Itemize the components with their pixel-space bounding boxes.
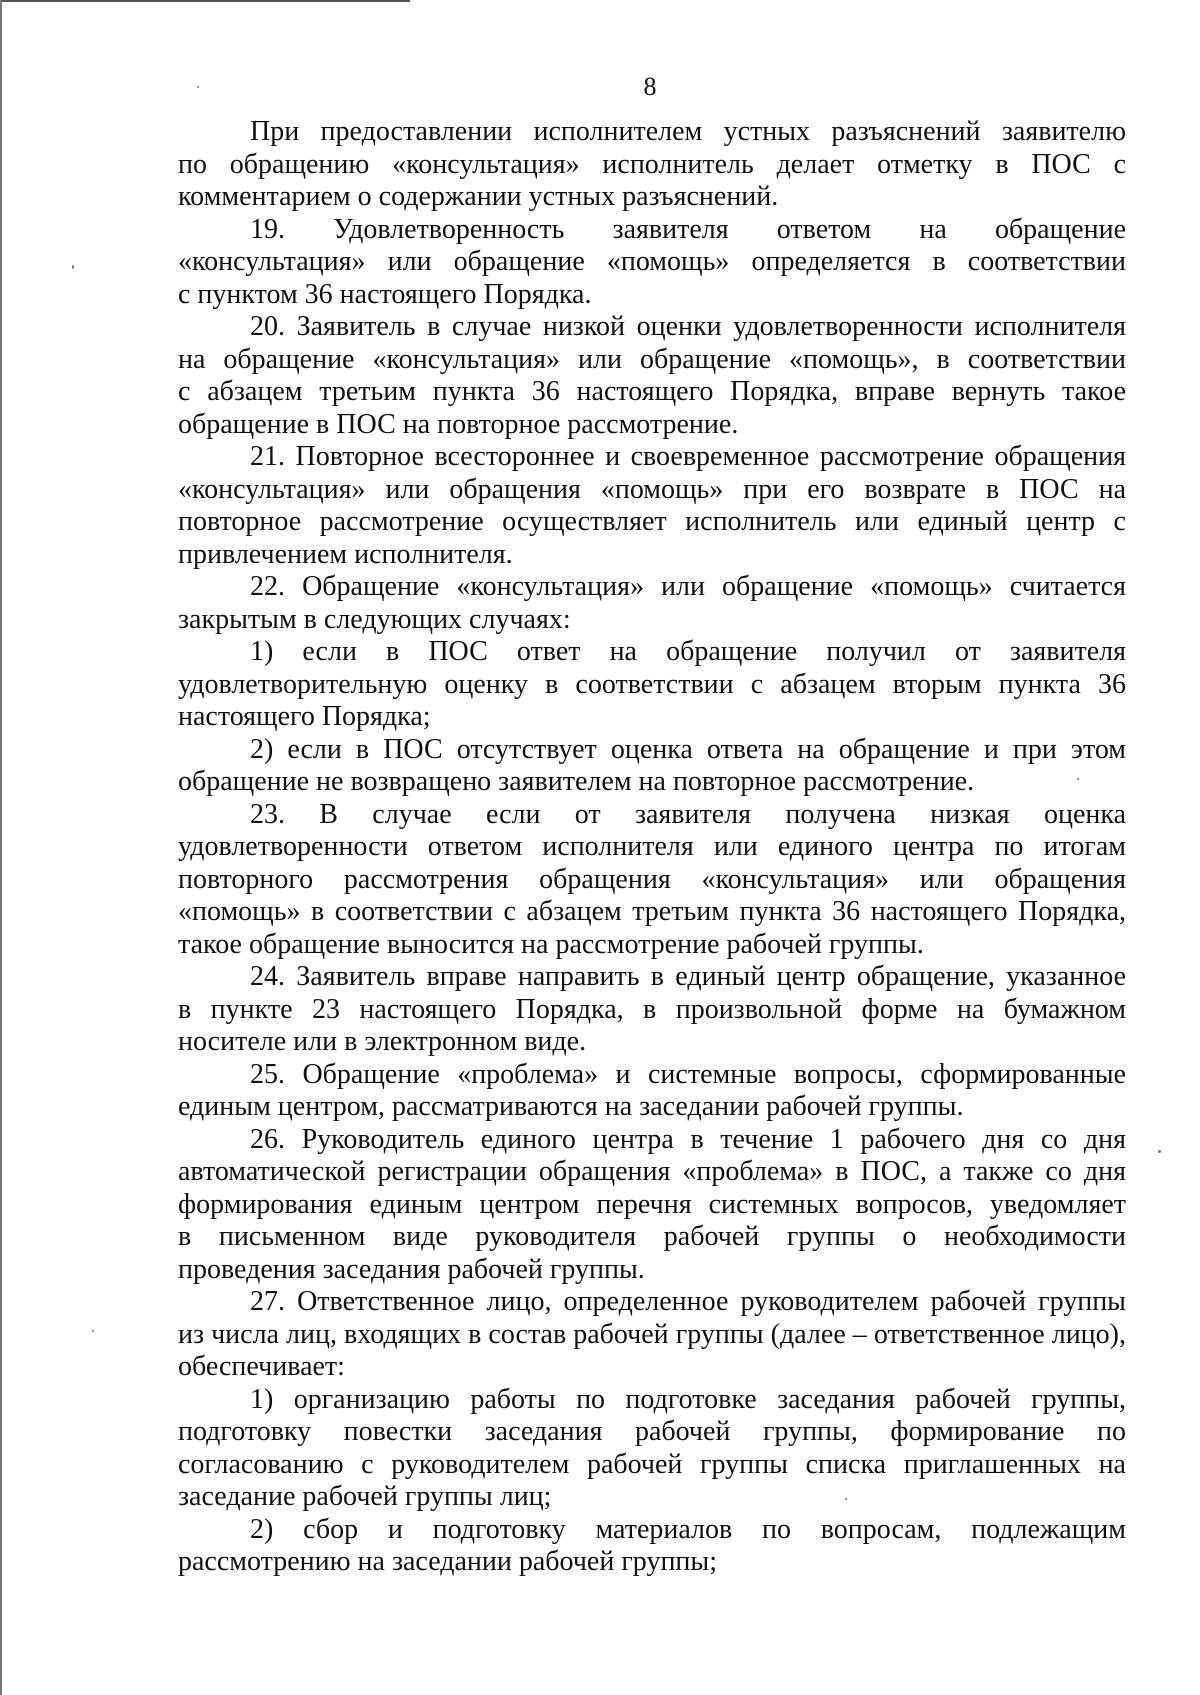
- text-line: повторного рассмотрения обращения «консультация» или обращения: [178, 863, 1126, 895]
- paragraph: [178, 441, 1126, 571]
- text-line: 20. Заявитель в случае низкой оценки удовлетворенности исполнителя: [250, 311, 1126, 342]
- paragraph: [178, 214, 1126, 312]
- text-line: по обращению «консультация» исполнитель делает отметку в ПОС с: [178, 148, 1126, 180]
- text-line: проведения заседания рабочей группы.: [178, 1253, 645, 1285]
- scan-speck: [1077, 778, 1079, 780]
- text-line: из числа лиц, входящих в состав рабочей группы (далее – ответственное лицо),: [178, 1318, 1126, 1350]
- document-body: [178, 116, 1126, 1579]
- text-line: «консультация» или обращения «помощь» при его возврате в ПОС на: [178, 473, 1126, 505]
- scan-edge-left: [0, 0, 2, 1695]
- text-line: 23. В случае если от заявителя получена низкая оценка: [250, 798, 1126, 830]
- text-line: согласованию с руководителем рабочей группы списка приглашенных на: [178, 1448, 1126, 1480]
- text-line: удовлетворенности ответом исполнителя или единого центра по итогам: [178, 831, 1126, 862]
- paragraph: [178, 116, 1126, 214]
- text-line: «помощь» в соответствии с абзацем третьим пункта 36 настоящего Порядка,: [178, 896, 1126, 927]
- paragraph: [178, 1124, 1126, 1287]
- text-line: 24. Заявитель вправе направить в единый центр обращение, указанное: [250, 961, 1126, 992]
- text-line: 19. Удовлетворенность заявителя ответом на обращение: [250, 213, 1126, 245]
- text-line: с пунктом 36 настоящего Порядка.: [178, 278, 592, 310]
- text-line: «консультация» или обращение «помощь» определяется в соответствии: [178, 246, 1126, 277]
- text-line: обращение не возвращено заявителем на повторное рассмотрение.: [178, 766, 975, 797]
- text-line: 26. Руководитель единого центра в течение 1 рабочего дня со дня: [250, 1123, 1126, 1155]
- text-line: закрытым в следующих случаях:: [178, 603, 571, 635]
- text-line: автоматической регистрации обращения «проблема» в ПОС, а также со дня: [178, 1156, 1126, 1187]
- scan-edge-top: [0, 0, 410, 2]
- scan-speck: [197, 86, 199, 88]
- scan-speck: [72, 265, 74, 269]
- text-line: 1) если в ПОС ответ на обращение получил от заявителя: [250, 636, 1126, 667]
- text-line: рассмотрению на заседании рабочей группы;: [178, 1546, 717, 1577]
- paragraph: [178, 1514, 1126, 1579]
- text-line: повторное рассмотрение осуществляет исполнитель или единый центр с: [178, 506, 1126, 537]
- text-line: единым центром, рассматриваются на заседании рабочей группы.: [178, 1091, 964, 1122]
- text-line: в пункте 23 настоящего Порядка, в произвольной форме на бумажном: [178, 993, 1126, 1025]
- text-line: комментарием о содержании устных разъяснений.: [178, 181, 779, 212]
- page-number: 8: [643, 72, 657, 101]
- text-line: 27. Ответственное лицо, определенное руководителем рабочей группы: [250, 1286, 1126, 1317]
- paragraph: [178, 311, 1126, 441]
- text-line: 25. Обращение «проблема» и системные вопросы, сформированные: [250, 1058, 1126, 1090]
- paragraph: [178, 571, 1126, 636]
- paragraph: [178, 799, 1126, 962]
- scan-speck: [1158, 1150, 1161, 1153]
- text-line: 2) если в ПОС отсутствует оценка ответа на обращение и при этом: [250, 733, 1126, 765]
- text-line: 21. Повторное всестороннее и своевременное рассмотрение обращения: [250, 441, 1126, 472]
- paragraph: [178, 734, 1126, 799]
- text-line: подготовку повестки заседания рабочей группы, формирование по: [178, 1416, 1126, 1447]
- text-line: 2) сбор и подготовку материалов по вопросам, подлежащим: [250, 1513, 1126, 1545]
- paragraph: [178, 1384, 1126, 1514]
- scan-speck: [845, 1498, 847, 1500]
- text-line: в письменном виде руководителя рабочей группы о необходимости: [178, 1221, 1126, 1252]
- text-line: с абзацем третьим пункта 36 настоящего Порядка, вправе вернуть такое: [178, 376, 1126, 407]
- paragraph: [178, 961, 1126, 1059]
- text-line: такое обращение выносится на рассмотрение рабочей группы.: [178, 928, 924, 960]
- text-line: носителе или в электронном виде.: [178, 1026, 587, 1057]
- text-line: обращение в ПОС на повторное рассмотрение.: [178, 408, 739, 440]
- text-line: обеспечивает:: [178, 1351, 345, 1382]
- scan-speck: [92, 1330, 94, 1332]
- paragraph: [178, 636, 1126, 734]
- text-line: на обращение «консультация» или обращение «помощь», в соответствии: [178, 343, 1126, 375]
- text-line: настоящего Порядка;: [178, 701, 431, 732]
- text-line: заседание рабочей группы лиц;: [178, 1481, 552, 1512]
- text-line: привлечением исполнителя.: [178, 538, 513, 570]
- text-line: формирования единым центром перечня системных вопросов, уведомляет: [178, 1188, 1126, 1220]
- text-line: При предоставлении исполнителем устных разъяснений заявителю: [250, 116, 1126, 147]
- text-line: удовлетворительную оценку в соответствии с абзацем вторым пункта 36: [178, 668, 1126, 700]
- paragraph: [178, 1286, 1126, 1384]
- text-line: 1) организацию работы по подготовке заседания рабочей группы,: [250, 1383, 1126, 1415]
- paragraph: [178, 1059, 1126, 1124]
- text-line: 22. Обращение «консультация» или обращение «помощь» считается: [250, 571, 1126, 602]
